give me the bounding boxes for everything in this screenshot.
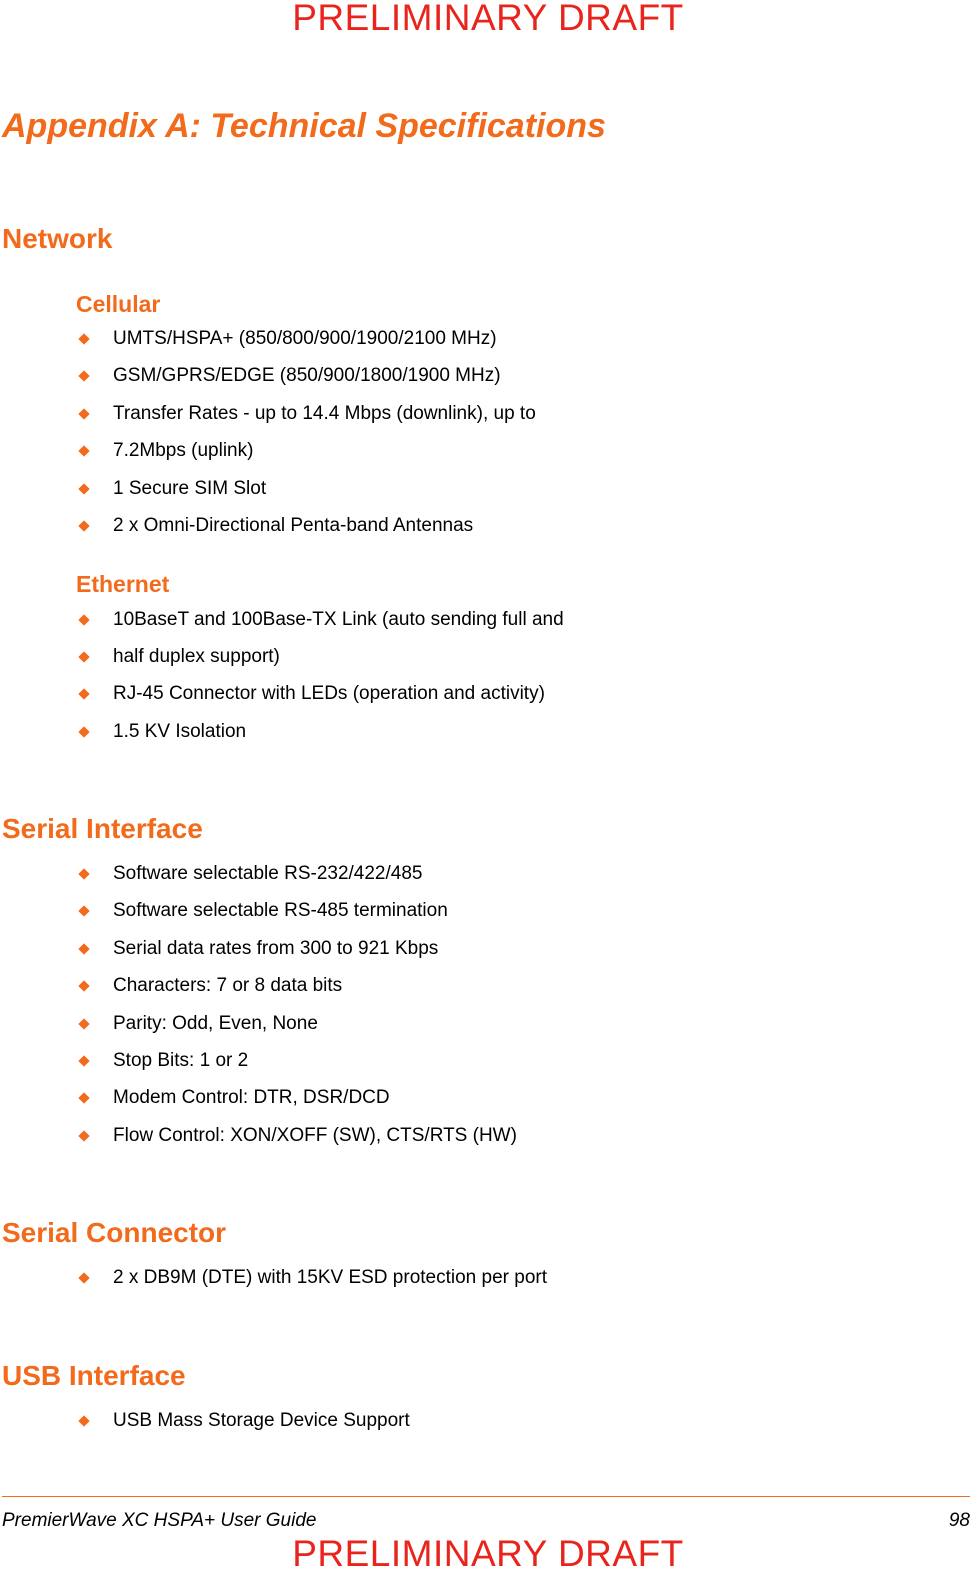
section-heading-serial-connector: Serial Connector [2,1217,227,1248]
bullet-diamond-icon [78,868,89,879]
bullet-diamond-icon [78,1018,89,1029]
page-number: 98 [948,1510,970,1531]
bullet-diamond-icon [78,520,89,531]
bullet-diamond-icon [78,614,89,625]
list-item: Parity: Odd, Even, None [0,1012,88,1036]
footer-doc-title: PremierWave XC HSPA+ User Guide [2,1510,317,1531]
list-item: 2 x Omni-Directional Penta-band Antennas [0,514,88,538]
list-item: 1 Secure SIM Slot [0,477,88,501]
list-item: 7.2Mbps (uplink) [0,439,88,463]
subsection-heading-ethernet: Ethernet [76,571,170,597]
list-item: Software selectable RS-485 termination [0,899,88,923]
list-item: 1.5 KV Isolation [0,720,88,744]
list-item: UMTS/HSPA+ (850/800/900/1900/2100 MHz) [0,327,88,351]
bullet-diamond-icon [78,1415,89,1426]
subsection-heading-cellular: Cellular [76,291,161,317]
list-item: Serial data rates from 300 to 921 Kbps [0,937,88,961]
list-item: Transfer Rates - up to 14.4 Mbps (downlink), up to [0,402,88,426]
bullet-diamond-icon [78,1092,89,1103]
list-item: 2 x DB9M (DTE) with 15KV ESD protection per port [0,1266,88,1290]
section-heading-serial-interface: Serial Interface [2,813,203,844]
list-item: 10BaseT and 100Base-TX Link (auto sending full and [0,608,88,632]
bullet-diamond-icon [78,445,89,456]
list-item: Software selectable RS-232/422/485 [0,862,88,886]
list-item: GSM/GPRS/EDGE (850/900/1800/1900 MHz) [0,364,88,388]
watermark-bottom: PRELIMINARY DRAFT [292,1533,684,1574]
bullet-diamond-icon [78,1130,89,1141]
list-item: Modem Control: DTR, DSR/DCD [0,1086,88,1110]
section-heading-usb-interface: USB Interface [2,1360,186,1391]
bullet-diamond-icon [78,370,89,381]
footer-divider [2,1496,970,1497]
bullet-diamond-icon [78,980,89,991]
bullet-diamond-icon [78,1272,89,1283]
list-item: half duplex support) [0,645,88,669]
bullet-diamond-icon [78,651,89,662]
watermark-top: PRELIMINARY DRAFT [292,0,684,38]
list-item: USB Mass Storage Device Support [0,1409,88,1433]
bullet-diamond-icon [78,483,89,494]
bullet-diamond-icon [78,1055,89,1066]
bullet-diamond-icon [78,943,89,954]
bullet-diamond-icon [78,333,89,344]
list-item: Flow Control: XON/XOFF (SW), CTS/RTS (HW) [0,1124,88,1148]
bullet-diamond-icon [78,905,89,916]
list-item: Stop Bits: 1 or 2 [0,1049,88,1073]
bullet-diamond-icon [78,408,89,419]
list-item: RJ-45 Connector with LEDs (operation and activity) [0,682,88,706]
list-item: Characters: 7 or 8 data bits [0,974,88,998]
bullet-diamond-icon [78,688,89,699]
section-heading-network: Network [2,223,113,254]
bullet-diamond-icon [78,726,89,737]
page-title: Appendix A: Technical Specifications [2,107,606,145]
